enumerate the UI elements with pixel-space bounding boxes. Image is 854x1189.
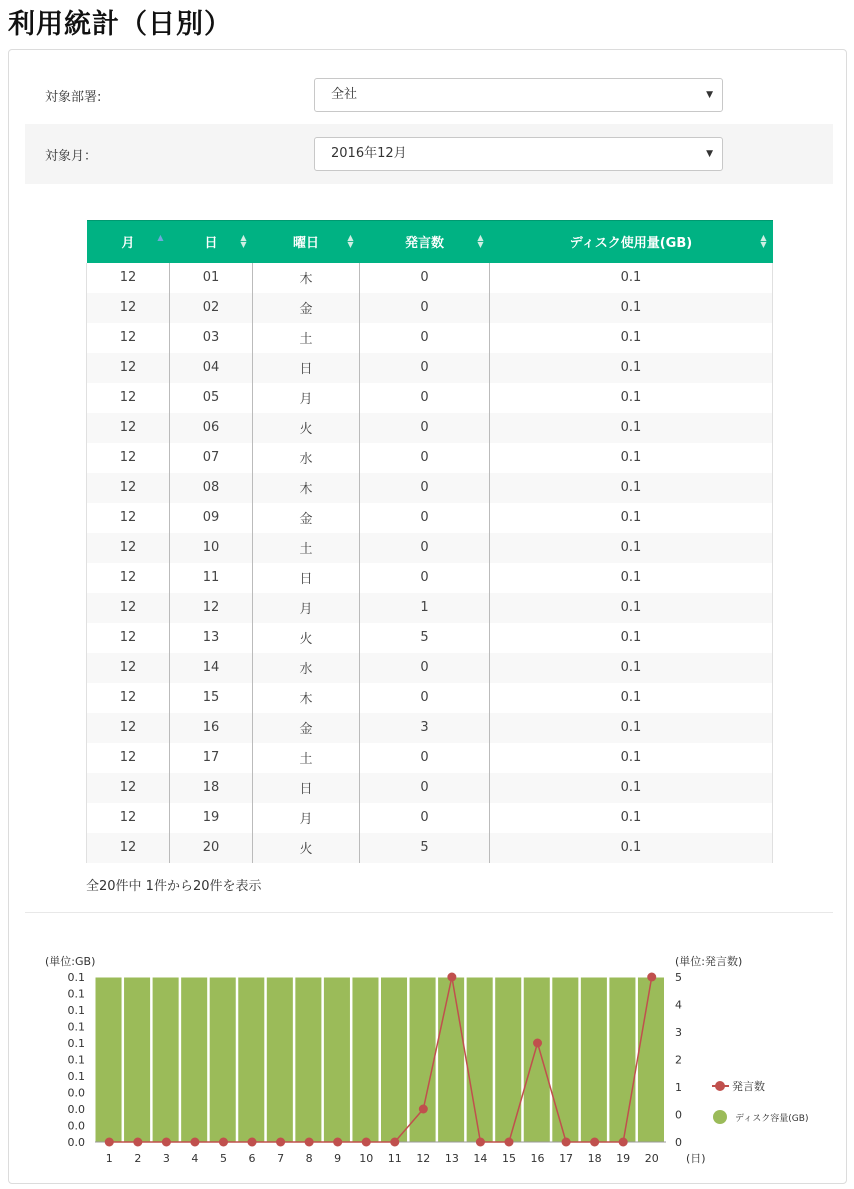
bar — [637, 977, 664, 1142]
table-cell: 3 — [360, 713, 490, 743]
table-cell: 0.1 — [490, 533, 773, 563]
right-tick-label: 2 — [675, 1053, 682, 1067]
table-cell: 12 — [87, 443, 170, 473]
legend-label: ディスク容量(GB) — [735, 1114, 809, 1124]
x-tick-label: 17 — [559, 1152, 574, 1165]
department-select-value: 全社 — [331, 87, 358, 102]
posts-point — [533, 1039, 542, 1048]
posts-point — [190, 1138, 199, 1147]
table-row — [87, 713, 773, 743]
table-row — [87, 773, 773, 803]
table-row — [87, 353, 773, 383]
left-tick-label: 0.1 — [67, 1004, 85, 1017]
table-cell: 月 — [253, 803, 360, 833]
table-cell: 0.1 — [490, 413, 773, 443]
table-cell: 0.1 — [490, 383, 773, 413]
table-cell: 0.1 — [490, 563, 773, 593]
bar — [238, 977, 265, 1142]
table-cell: 0.1 — [490, 593, 773, 623]
right-tick-label: 1 — [675, 1081, 682, 1094]
department-label: 対象部署: — [45, 89, 102, 105]
x-tick-label: 11 — [387, 1152, 402, 1165]
bar — [609, 977, 636, 1142]
left-tick-label: 0.0 — [67, 1103, 85, 1116]
x-tick-label: 1 — [105, 1152, 113, 1165]
table-cell: 18 — [170, 773, 253, 803]
table-cell: 0.1 — [490, 473, 773, 503]
posts-point — [248, 1138, 257, 1147]
table-row — [87, 293, 773, 323]
bar — [95, 977, 122, 1142]
table-cell: 05 — [170, 383, 253, 413]
table-cell: 12 — [87, 773, 170, 803]
table-cell: 5 — [360, 623, 490, 653]
table-cell: 12 — [87, 353, 170, 383]
table-cell: 01 — [170, 263, 253, 293]
column-header-weekday[interactable]: 曜日 ▲ ▼ — [253, 221, 360, 263]
table-cell: 月 — [253, 383, 360, 413]
table-cell: 木 — [253, 473, 360, 503]
table-cell: 0 — [360, 653, 490, 683]
left-tick-label: 0.1 — [67, 1053, 85, 1067]
table-cell: 12 — [87, 623, 170, 653]
bar — [580, 977, 607, 1142]
x-tick-label: 9 — [334, 1152, 342, 1165]
bar — [124, 977, 151, 1142]
table-cell: 0 — [360, 563, 490, 593]
chevron-down-icon: ▼ — [706, 149, 713, 159]
bar — [152, 977, 179, 1142]
table-cell: 金 — [253, 293, 360, 323]
table-cell: 0 — [360, 473, 490, 503]
sort-icon: ▲ ▼ — [760, 233, 767, 249]
table-row — [87, 413, 773, 443]
table-cell: 1 — [360, 593, 490, 623]
page-title: 利用統計（日別） — [8, 9, 232, 40]
table-cell: 0.1 — [490, 773, 773, 803]
daily-stats-table — [86, 220, 772, 863]
table-cell: 金 — [253, 713, 360, 743]
x-tick-label: 3 — [162, 1152, 170, 1165]
table-summary: 全20件中 1件から20件を表示 — [86, 879, 262, 894]
month-select[interactable] — [314, 137, 723, 171]
table-cell: 土 — [253, 323, 360, 353]
table-cell: 0.1 — [490, 353, 773, 383]
table-cell: 0 — [360, 413, 490, 443]
table-cell: 12 — [87, 383, 170, 413]
sort-icon: ▲ ▼ — [477, 233, 484, 249]
table-cell: 12 — [87, 503, 170, 533]
table-cell: 12 — [87, 263, 170, 293]
table-row — [87, 563, 773, 593]
table-cell: 08 — [170, 473, 253, 503]
table-row — [87, 383, 773, 413]
x-tick-label: 18 — [587, 1152, 602, 1165]
table-cell: 0 — [360, 323, 490, 353]
table-cell: 17 — [170, 743, 253, 773]
table-cell: 0.1 — [490, 623, 773, 653]
table-cell: 13 — [170, 623, 253, 653]
usage-chart — [9, 945, 846, 1185]
bar — [323, 977, 350, 1142]
posts-point — [447, 973, 456, 982]
bar — [409, 977, 436, 1142]
bar — [523, 977, 550, 1142]
sort-icon: ▲ ▼ — [240, 233, 247, 249]
table-cell: 14 — [170, 653, 253, 683]
posts-point — [390, 1138, 399, 1147]
x-tick-label: 10 — [359, 1152, 374, 1165]
table-cell: 0 — [360, 353, 490, 383]
left-tick-label: 0.1 — [67, 1070, 85, 1083]
table-row — [87, 533, 773, 563]
month-filter-row — [25, 124, 833, 184]
bar — [266, 977, 293, 1142]
column-header-disk[interactable]: ディスク使用量(GB) ▲ ▼ — [490, 221, 773, 263]
table-cell: 0.1 — [490, 653, 773, 683]
right-tick-label: 3 — [675, 1026, 682, 1039]
table-cell: 火 — [253, 413, 360, 443]
legend-line-marker — [715, 1081, 725, 1091]
table-row — [87, 473, 773, 503]
posts-point — [504, 1138, 513, 1147]
divider — [25, 912, 833, 913]
table-cell: 0.1 — [490, 293, 773, 323]
posts-point — [276, 1138, 285, 1147]
bar — [495, 977, 522, 1142]
left-tick-label: 0.0 — [67, 1136, 85, 1149]
table-cell: 0 — [360, 443, 490, 473]
posts-point — [333, 1138, 342, 1147]
table-cell: 0 — [360, 263, 490, 293]
table-cell: 12 — [87, 743, 170, 773]
table-cell: 09 — [170, 503, 253, 533]
table-cell: 5 — [360, 833, 490, 863]
x-axis-label: (日) — [686, 1152, 706, 1165]
table-cell: 12 — [87, 683, 170, 713]
right-tick-label: 4 — [675, 998, 682, 1012]
table-cell: 06 — [170, 413, 253, 443]
table-cell: 15 — [170, 683, 253, 713]
table-row — [87, 683, 773, 713]
table-cell: 0.1 — [490, 833, 773, 863]
x-tick-label: 13 — [444, 1152, 459, 1165]
table-row — [87, 803, 773, 833]
bar — [438, 977, 465, 1142]
x-tick-label: 19 — [616, 1152, 631, 1165]
legend-bar-marker — [713, 1110, 727, 1124]
table-cell: 04 — [170, 353, 253, 383]
bar — [466, 977, 493, 1142]
table-row — [87, 833, 773, 863]
table-cell: 12 — [170, 593, 253, 623]
x-tick-label: 2 — [134, 1152, 142, 1165]
left-axis-label: (単位:GB) — [45, 955, 96, 968]
left-tick-label: 0.1 — [67, 1037, 85, 1050]
table-cell: 水 — [253, 443, 360, 473]
table-row — [87, 503, 773, 533]
left-tick-label: 0.1 — [67, 1020, 85, 1034]
posts-point — [305, 1138, 314, 1147]
table-cell: 0 — [360, 683, 490, 713]
table-cell: 12 — [87, 413, 170, 443]
table-cell: 0 — [360, 293, 490, 323]
table-cell: 0 — [360, 803, 490, 833]
table-cell: 日 — [253, 353, 360, 383]
table-cell: 日 — [253, 773, 360, 803]
table-cell: 日 — [253, 563, 360, 593]
table-row — [87, 263, 773, 293]
table-cell: 12 — [87, 833, 170, 863]
x-tick-label: 16 — [530, 1152, 545, 1165]
table-cell: 土 — [253, 743, 360, 773]
x-tick-label: 8 — [305, 1152, 313, 1165]
table-cell: 0.1 — [490, 713, 773, 743]
chevron-down-icon: ▼ — [706, 90, 713, 100]
posts-point — [133, 1138, 142, 1147]
department-select[interactable] — [314, 78, 723, 112]
column-header-day[interactable]: 日 ▲ ▼ — [170, 221, 253, 263]
column-header-posts[interactable]: 発言数 ▲ ▼ — [360, 221, 490, 263]
table-cell: 0.1 — [490, 683, 773, 713]
x-tick-label: 15 — [501, 1152, 516, 1165]
x-tick-label: 6 — [248, 1152, 256, 1165]
table-row — [87, 743, 773, 773]
x-tick-label: 7 — [277, 1152, 285, 1165]
posts-point — [619, 1138, 628, 1147]
left-tick-label: 0.1 — [67, 971, 85, 984]
posts-point — [590, 1138, 599, 1147]
table-cell: 16 — [170, 713, 253, 743]
sort-asc-icon: ▲ — [157, 233, 164, 242]
sort-icon: ▲ ▼ — [347, 233, 354, 249]
bar — [381, 977, 408, 1142]
month-select-value: 2016年12月 — [331, 146, 407, 161]
table-row — [87, 443, 773, 473]
table-row — [87, 323, 773, 353]
posts-point — [476, 1138, 485, 1147]
table-cell: 0.1 — [490, 443, 773, 473]
table-cell: 12 — [87, 593, 170, 623]
table-cell: 20 — [170, 833, 253, 863]
table-cell: 火 — [253, 833, 360, 863]
table-cell: 02 — [170, 293, 253, 323]
table-cell: 0.1 — [490, 323, 773, 353]
table-cell: 0 — [360, 533, 490, 563]
left-tick-label: 0.1 — [67, 987, 85, 1001]
table-cell: 0.1 — [490, 503, 773, 533]
x-tick-label: 20 — [644, 1152, 659, 1165]
bar — [295, 977, 322, 1142]
column-header-month[interactable]: 月 ▲ — [87, 221, 170, 263]
posts-point — [362, 1138, 371, 1147]
bar — [352, 977, 379, 1142]
table-cell: 0 — [360, 383, 490, 413]
table-cell: 土 — [253, 533, 360, 563]
table-cell: 水 — [253, 653, 360, 683]
stats-panel — [8, 49, 847, 1184]
table-cell: 0.1 — [490, 803, 773, 833]
x-tick-label: 4 — [191, 1152, 199, 1165]
month-label: 対象月： — [45, 148, 98, 164]
left-tick-label: 0.0 — [67, 1119, 85, 1133]
legend-label: 発言数 — [732, 1080, 765, 1093]
table-cell: 火 — [253, 623, 360, 653]
table-cell: 12 — [87, 713, 170, 743]
right-tick-label: 5 — [675, 971, 682, 984]
posts-point — [419, 1105, 428, 1114]
bar — [209, 977, 236, 1142]
table-cell: 11 — [170, 563, 253, 593]
table-cell: 0.1 — [490, 263, 773, 293]
right-tick-label: 0 — [675, 1136, 682, 1149]
posts-point — [647, 973, 656, 982]
posts-point — [105, 1138, 114, 1147]
posts-point — [162, 1138, 171, 1147]
table-cell: 12 — [87, 653, 170, 683]
table-cell: 12 — [87, 803, 170, 833]
table-row — [87, 623, 773, 653]
x-tick-label: 14 — [473, 1152, 488, 1165]
table-cell: 12 — [87, 293, 170, 323]
table-cell: 19 — [170, 803, 253, 833]
table-cell: 12 — [87, 473, 170, 503]
posts-point — [219, 1138, 228, 1147]
right-tick-label: 0 — [675, 1108, 682, 1122]
table-cell: 木 — [253, 263, 360, 293]
table-cell: 12 — [87, 563, 170, 593]
x-tick-label: 12 — [416, 1152, 431, 1165]
table-cell: 12 — [87, 533, 170, 563]
table-cell: 0 — [360, 743, 490, 773]
table-cell: 07 — [170, 443, 253, 473]
right-axis-label: (単位:発言数) — [675, 955, 743, 968]
x-tick-label: 5 — [219, 1152, 227, 1165]
table-cell: 12 — [87, 323, 170, 353]
table-cell: 金 — [253, 503, 360, 533]
bar — [552, 977, 579, 1142]
bar — [181, 977, 208, 1142]
table-cell: 0.1 — [490, 743, 773, 773]
table-cell: 10 — [170, 533, 253, 563]
table-row — [87, 593, 773, 623]
table-cell: 0 — [360, 503, 490, 533]
table-cell: 木 — [253, 683, 360, 713]
table-cell: 03 — [170, 323, 253, 353]
department-filter-row — [25, 65, 833, 125]
posts-point — [562, 1138, 571, 1147]
table-cell: 0 — [360, 773, 490, 803]
table-row — [87, 653, 773, 683]
left-tick-label: 0.0 — [67, 1086, 85, 1100]
table-cell: 月 — [253, 593, 360, 623]
